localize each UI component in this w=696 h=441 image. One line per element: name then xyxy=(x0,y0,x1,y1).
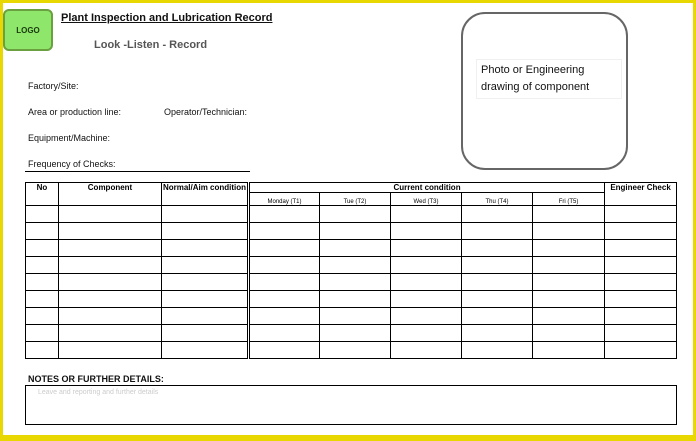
table-cell[interactable] xyxy=(59,223,162,240)
table-cell[interactable] xyxy=(26,206,59,223)
table-cell[interactable] xyxy=(533,206,605,223)
table-cell[interactable] xyxy=(462,223,533,240)
table-cell[interactable] xyxy=(391,308,462,325)
table-cell[interactable] xyxy=(26,308,59,325)
table-cell[interactable] xyxy=(533,223,605,240)
table-row xyxy=(26,291,677,308)
table-row xyxy=(26,257,677,274)
table-row xyxy=(26,342,677,359)
page-title: Plant Inspection and Lubrication Record xyxy=(61,12,273,24)
table-cell[interactable] xyxy=(391,223,462,240)
area-label: Area or production line: xyxy=(28,107,122,117)
equipment-label: Equipment/Machine: xyxy=(28,133,111,143)
table-cell[interactable] xyxy=(249,342,320,359)
table-cell[interactable] xyxy=(462,206,533,223)
day-header: Fri (T5) xyxy=(533,193,605,206)
table-cell[interactable] xyxy=(533,240,605,257)
table-row xyxy=(26,206,677,223)
table-cell[interactable] xyxy=(391,257,462,274)
table-cell[interactable] xyxy=(162,274,249,291)
table-cell[interactable] xyxy=(59,325,162,342)
table-cell[interactable] xyxy=(59,240,162,257)
factory-label: Factory/Site: xyxy=(28,81,79,91)
table-cell[interactable] xyxy=(391,240,462,257)
table-cell[interactable] xyxy=(162,325,249,342)
table-cell[interactable] xyxy=(320,274,391,291)
table-row xyxy=(26,325,677,342)
day-header: Thu (T4) xyxy=(462,193,533,206)
frequency-underline xyxy=(25,171,250,172)
header-engineer-check: Engineer Check xyxy=(605,183,677,206)
table-cell[interactable] xyxy=(605,223,677,240)
table-cell[interactable] xyxy=(462,240,533,257)
table-cell[interactable] xyxy=(391,291,462,308)
table-cell[interactable] xyxy=(249,274,320,291)
table-cell[interactable] xyxy=(605,325,677,342)
table-cell[interactable] xyxy=(605,308,677,325)
table-cell[interactable] xyxy=(320,257,391,274)
table-cell[interactable] xyxy=(249,240,320,257)
table-cell[interactable] xyxy=(605,257,677,274)
table-cell[interactable] xyxy=(605,206,677,223)
table-cell[interactable] xyxy=(320,325,391,342)
table-cell[interactable] xyxy=(162,223,249,240)
table-cell[interactable] xyxy=(249,223,320,240)
table-row xyxy=(26,308,677,325)
table-cell[interactable] xyxy=(462,257,533,274)
table-cell[interactable] xyxy=(533,257,605,274)
notes-placeholder: Leave and reporting and further details xyxy=(38,389,159,396)
table-cell[interactable] xyxy=(162,342,249,359)
table-cell[interactable] xyxy=(391,325,462,342)
header-no: No xyxy=(26,183,59,206)
notes-label: NOTES OR FURTHER DETAILS: xyxy=(28,374,164,384)
inspection-table xyxy=(25,182,677,359)
header-component: Component xyxy=(59,183,162,206)
operator-label: Operator/Technician: xyxy=(164,107,248,117)
table-cell[interactable] xyxy=(59,342,162,359)
table-cell[interactable] xyxy=(320,342,391,359)
table-cell[interactable] xyxy=(26,325,59,342)
table-cell[interactable] xyxy=(59,291,162,308)
table-cell[interactable] xyxy=(59,274,162,291)
table-cell[interactable] xyxy=(26,240,59,257)
table-cell[interactable] xyxy=(26,223,59,240)
table-cell[interactable] xyxy=(320,240,391,257)
table-cell[interactable] xyxy=(26,274,59,291)
table-cell[interactable] xyxy=(249,206,320,223)
table-cell[interactable] xyxy=(249,325,320,342)
table-cell[interactable] xyxy=(462,274,533,291)
table-cell[interactable] xyxy=(59,308,162,325)
table-cell[interactable] xyxy=(391,206,462,223)
table-cell[interactable] xyxy=(462,325,533,342)
table-cell[interactable] xyxy=(391,342,462,359)
table-cell[interactable] xyxy=(533,291,605,308)
table-cell[interactable] xyxy=(59,257,162,274)
table-cell[interactable] xyxy=(162,308,249,325)
table-cell[interactable] xyxy=(391,274,462,291)
table-cell[interactable] xyxy=(26,257,59,274)
table-cell[interactable] xyxy=(462,308,533,325)
table-cell[interactable] xyxy=(162,291,249,308)
page-subtitle: Look -Listen - Record xyxy=(94,39,208,51)
table-row xyxy=(26,274,677,291)
table-cell[interactable] xyxy=(533,342,605,359)
table-cell[interactable] xyxy=(320,223,391,240)
day-header: Tue (T2) xyxy=(320,193,391,206)
table-cell[interactable] xyxy=(462,291,533,308)
header-normal-condition: Normal/Aim condition xyxy=(162,183,249,206)
table-cell[interactable] xyxy=(162,206,249,223)
day-header: Wed (T3) xyxy=(391,193,462,206)
photo-caption: Photo or Engineering drawing of component xyxy=(476,59,622,99)
header-current-condition: Current condition xyxy=(249,183,605,193)
table-cell[interactable] xyxy=(605,240,677,257)
logo: LOGO xyxy=(3,9,53,51)
table-cell[interactable] xyxy=(249,257,320,274)
frequency-label: Frequency of Checks: xyxy=(28,159,116,169)
table-cell[interactable] xyxy=(249,308,320,325)
day-header: Monday (T1) xyxy=(249,193,320,206)
table-cell[interactable] xyxy=(605,342,677,359)
table-cell[interactable] xyxy=(26,342,59,359)
table-cell[interactable] xyxy=(533,274,605,291)
table-cell[interactable] xyxy=(320,308,391,325)
table-cell[interactable] xyxy=(249,291,320,308)
table-cell[interactable] xyxy=(462,342,533,359)
table-cell[interactable] xyxy=(162,240,249,257)
table-cell[interactable] xyxy=(533,308,605,325)
table-cell[interactable] xyxy=(320,206,391,223)
table-cell[interactable] xyxy=(59,206,162,223)
table-cell[interactable] xyxy=(320,291,391,308)
table-cell[interactable] xyxy=(533,325,605,342)
table-row xyxy=(26,240,677,257)
form-page xyxy=(3,3,693,435)
table-cell[interactable] xyxy=(162,257,249,274)
table-row xyxy=(26,223,677,240)
table-cell[interactable] xyxy=(26,291,59,308)
table-cell[interactable] xyxy=(605,291,677,308)
table-cell[interactable] xyxy=(605,274,677,291)
